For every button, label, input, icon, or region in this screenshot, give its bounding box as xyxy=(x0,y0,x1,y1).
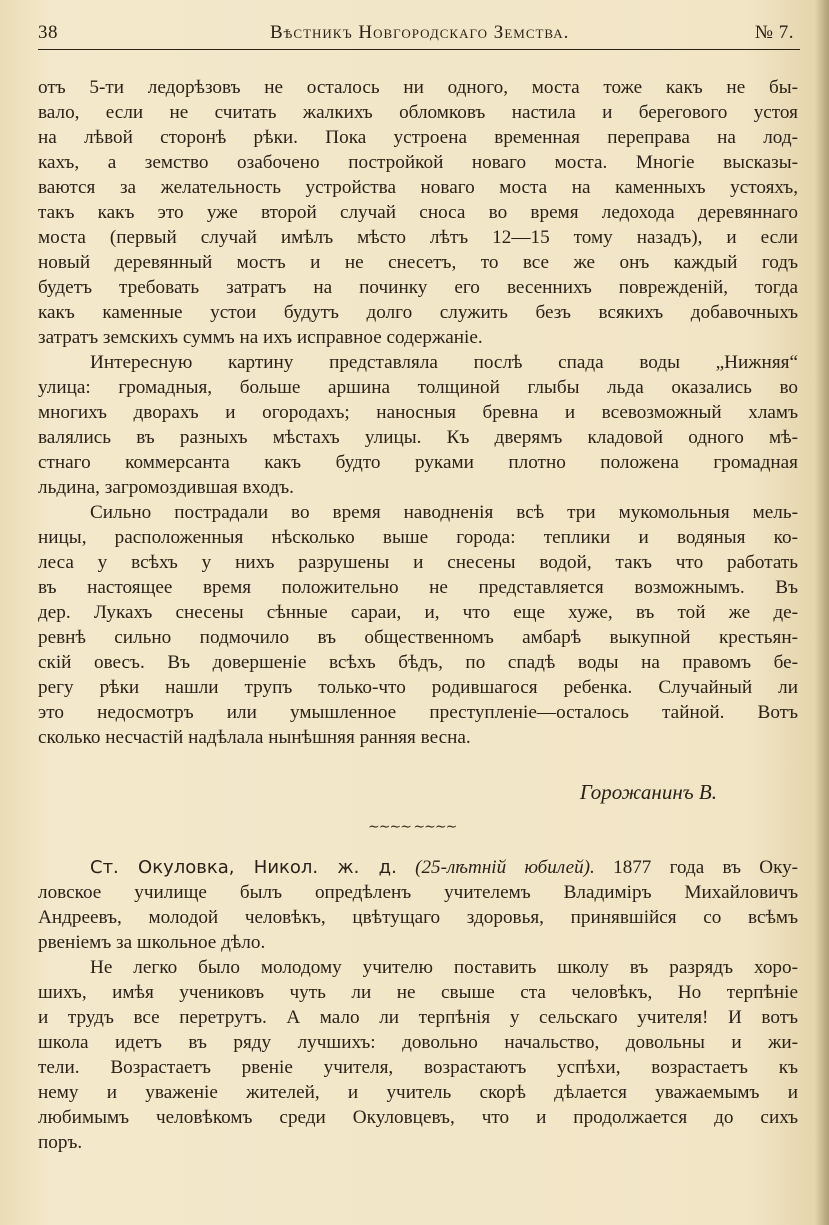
text-span: 1877 года въ Оку- xyxy=(613,857,798,878)
text-line: Сильно пострадали во время наводненія всѣ три мукомольныя мель- xyxy=(90,502,798,523)
text-line: Не легко было молодому учителю поставить школу въ разрядъ хоро- xyxy=(90,957,798,978)
text-line: ваются за желательность устройства новаго моста на каменныхъ устояхъ, xyxy=(38,177,798,198)
text-line: будетъ требовать затратъ на починку его весеннихъ поврежденій, тогда xyxy=(38,277,798,298)
running-header xyxy=(38,18,794,48)
article-1-body xyxy=(38,75,798,750)
text-line: въ настоящее время положительно не представляется возможнымъ. Въ xyxy=(38,577,798,598)
text-line: рвеніемъ за школьное дѣло. xyxy=(38,932,266,953)
article-2-subtitle: (25-лѣтній юбилей). xyxy=(415,857,595,878)
text-line: поръ. xyxy=(38,1132,83,1153)
text-line: стнаго коммерсанта какъ будто руками плотно положена громадная xyxy=(38,452,798,473)
article-2-lead-line xyxy=(38,855,798,880)
text-line: кахъ, а земство озабочено постройкой новаго моста. Многіе высказы- xyxy=(38,152,798,173)
text-line: улица: громадныя, больше аршина толщиной глыбы льда оказались во xyxy=(38,377,798,398)
text-line: тели. Возрастаетъ рвеніе учителя, возрастаютъ успѣхи, возрастаетъ къ xyxy=(38,1057,798,1078)
article-1-signature: Горожанинъ В. xyxy=(579,780,717,804)
text-line: леса у всѣхъ у нихъ разрушены и снесены водой, такъ что работать xyxy=(38,552,798,573)
text-line: нему и уваженіе жителей, и учитель скорѣ дѣлается уважаемымъ и xyxy=(38,1082,798,1103)
text-line: на лѣвой сторонѣ рѣки. Пока устроена временная переправа на лод- xyxy=(38,127,798,148)
text-line: Интересную картину представляла послѣ спада воды „Нижняя“ xyxy=(90,352,798,373)
text-line: Андреевъ, молодой человѣкъ, цвѣтущаго здоровья, принявшійся со всѣмъ xyxy=(38,907,798,928)
section-ornament: ∼∼∼∼ ∼∼∼∼ xyxy=(368,820,457,835)
text-line: дер. Лукахъ снесены сѣнные сараи, и, что еще хуже, въ той же де- xyxy=(38,602,798,623)
page-edge-shadow xyxy=(815,0,829,1225)
text-line: регу рѣки нашли трупъ только-что родившагося ребенка. Случайный ли xyxy=(38,677,798,698)
text-line: это недосмотръ или умышленное преступленіе—осталось тайной. Вотъ xyxy=(38,702,798,723)
article-2-place: Ст. Окуловка, Никол. ж. д. xyxy=(90,857,397,878)
text-line: школа идетъ въ ряду лучшихъ: довольно начальство, довольны и жи- xyxy=(38,1032,798,1053)
article-2-body xyxy=(38,855,798,1155)
text-line: отъ 5-ти ледорѣзовъ не осталось ни одного, моста тоже какъ не бы- xyxy=(38,77,798,98)
text-line: вало, если не считать жалкихъ обломковъ настила и берегового устоя xyxy=(38,102,798,123)
text-line: какъ каменные устои будутъ долго служить безъ всякихъ добавочныхъ xyxy=(38,302,798,323)
text-line: любимымъ человѣкомъ среди Окуловцевъ, что и продолжается до сихъ xyxy=(38,1107,798,1128)
text-line: и трудъ все перетрутъ. А мало ли терпѣнія у сельскаго учителя! И вотъ xyxy=(38,1007,798,1028)
journal-title: Вѣстникъ Новгородскаго Земства. xyxy=(270,22,570,43)
text-line: такъ какъ это уже второй случай сноса во время ледохода деревяннаго xyxy=(38,202,798,223)
page-number: 38 xyxy=(38,22,58,43)
text-line: шихъ, имѣя учениковъ чуть ли не свыше ста человѣкъ, Но терпѣніе xyxy=(38,982,798,1003)
text-line: ницы, расположенныя нѣсколько выше города: теплики и водяныя ко- xyxy=(38,527,798,548)
header-rule xyxy=(38,49,800,50)
text-line: сколько несчастій надѣлала нынѣшняя ранняя весна. xyxy=(38,727,471,748)
text-line: валялись въ разныхъ мѣстахъ улицы. Къ дверямъ кладовой одного мѣ- xyxy=(38,427,798,448)
text-line: скій овесъ. Въ довершеніе всѣхъ бѣдъ, по спадѣ воды на правомъ бе- xyxy=(38,652,798,673)
issue-number: № 7. xyxy=(754,22,794,43)
text-line: затратъ земскихъ суммъ на ихъ исправное содержаніе. xyxy=(38,327,483,348)
text-line: льдина, загромоздившая входъ. xyxy=(38,477,294,498)
text-line: новый деревянный мостъ и не снесетъ, то все же онъ каждый годъ xyxy=(38,252,798,273)
text-line: ревнѣ сильно подмочило въ общественномъ амбарѣ выкупной крестьян- xyxy=(38,627,798,648)
text-line: моста (первый случай имѣлъ мѣсто лѣтъ 12—15 тому назадъ), и если xyxy=(38,227,798,248)
text-line: многихъ дворахъ и огородахъ; наносныя бревна и всевозможный хламъ xyxy=(38,402,798,423)
text-line: ловское училище былъ опредѣленъ учителемъ Владиміръ Михайловичъ xyxy=(38,882,798,903)
